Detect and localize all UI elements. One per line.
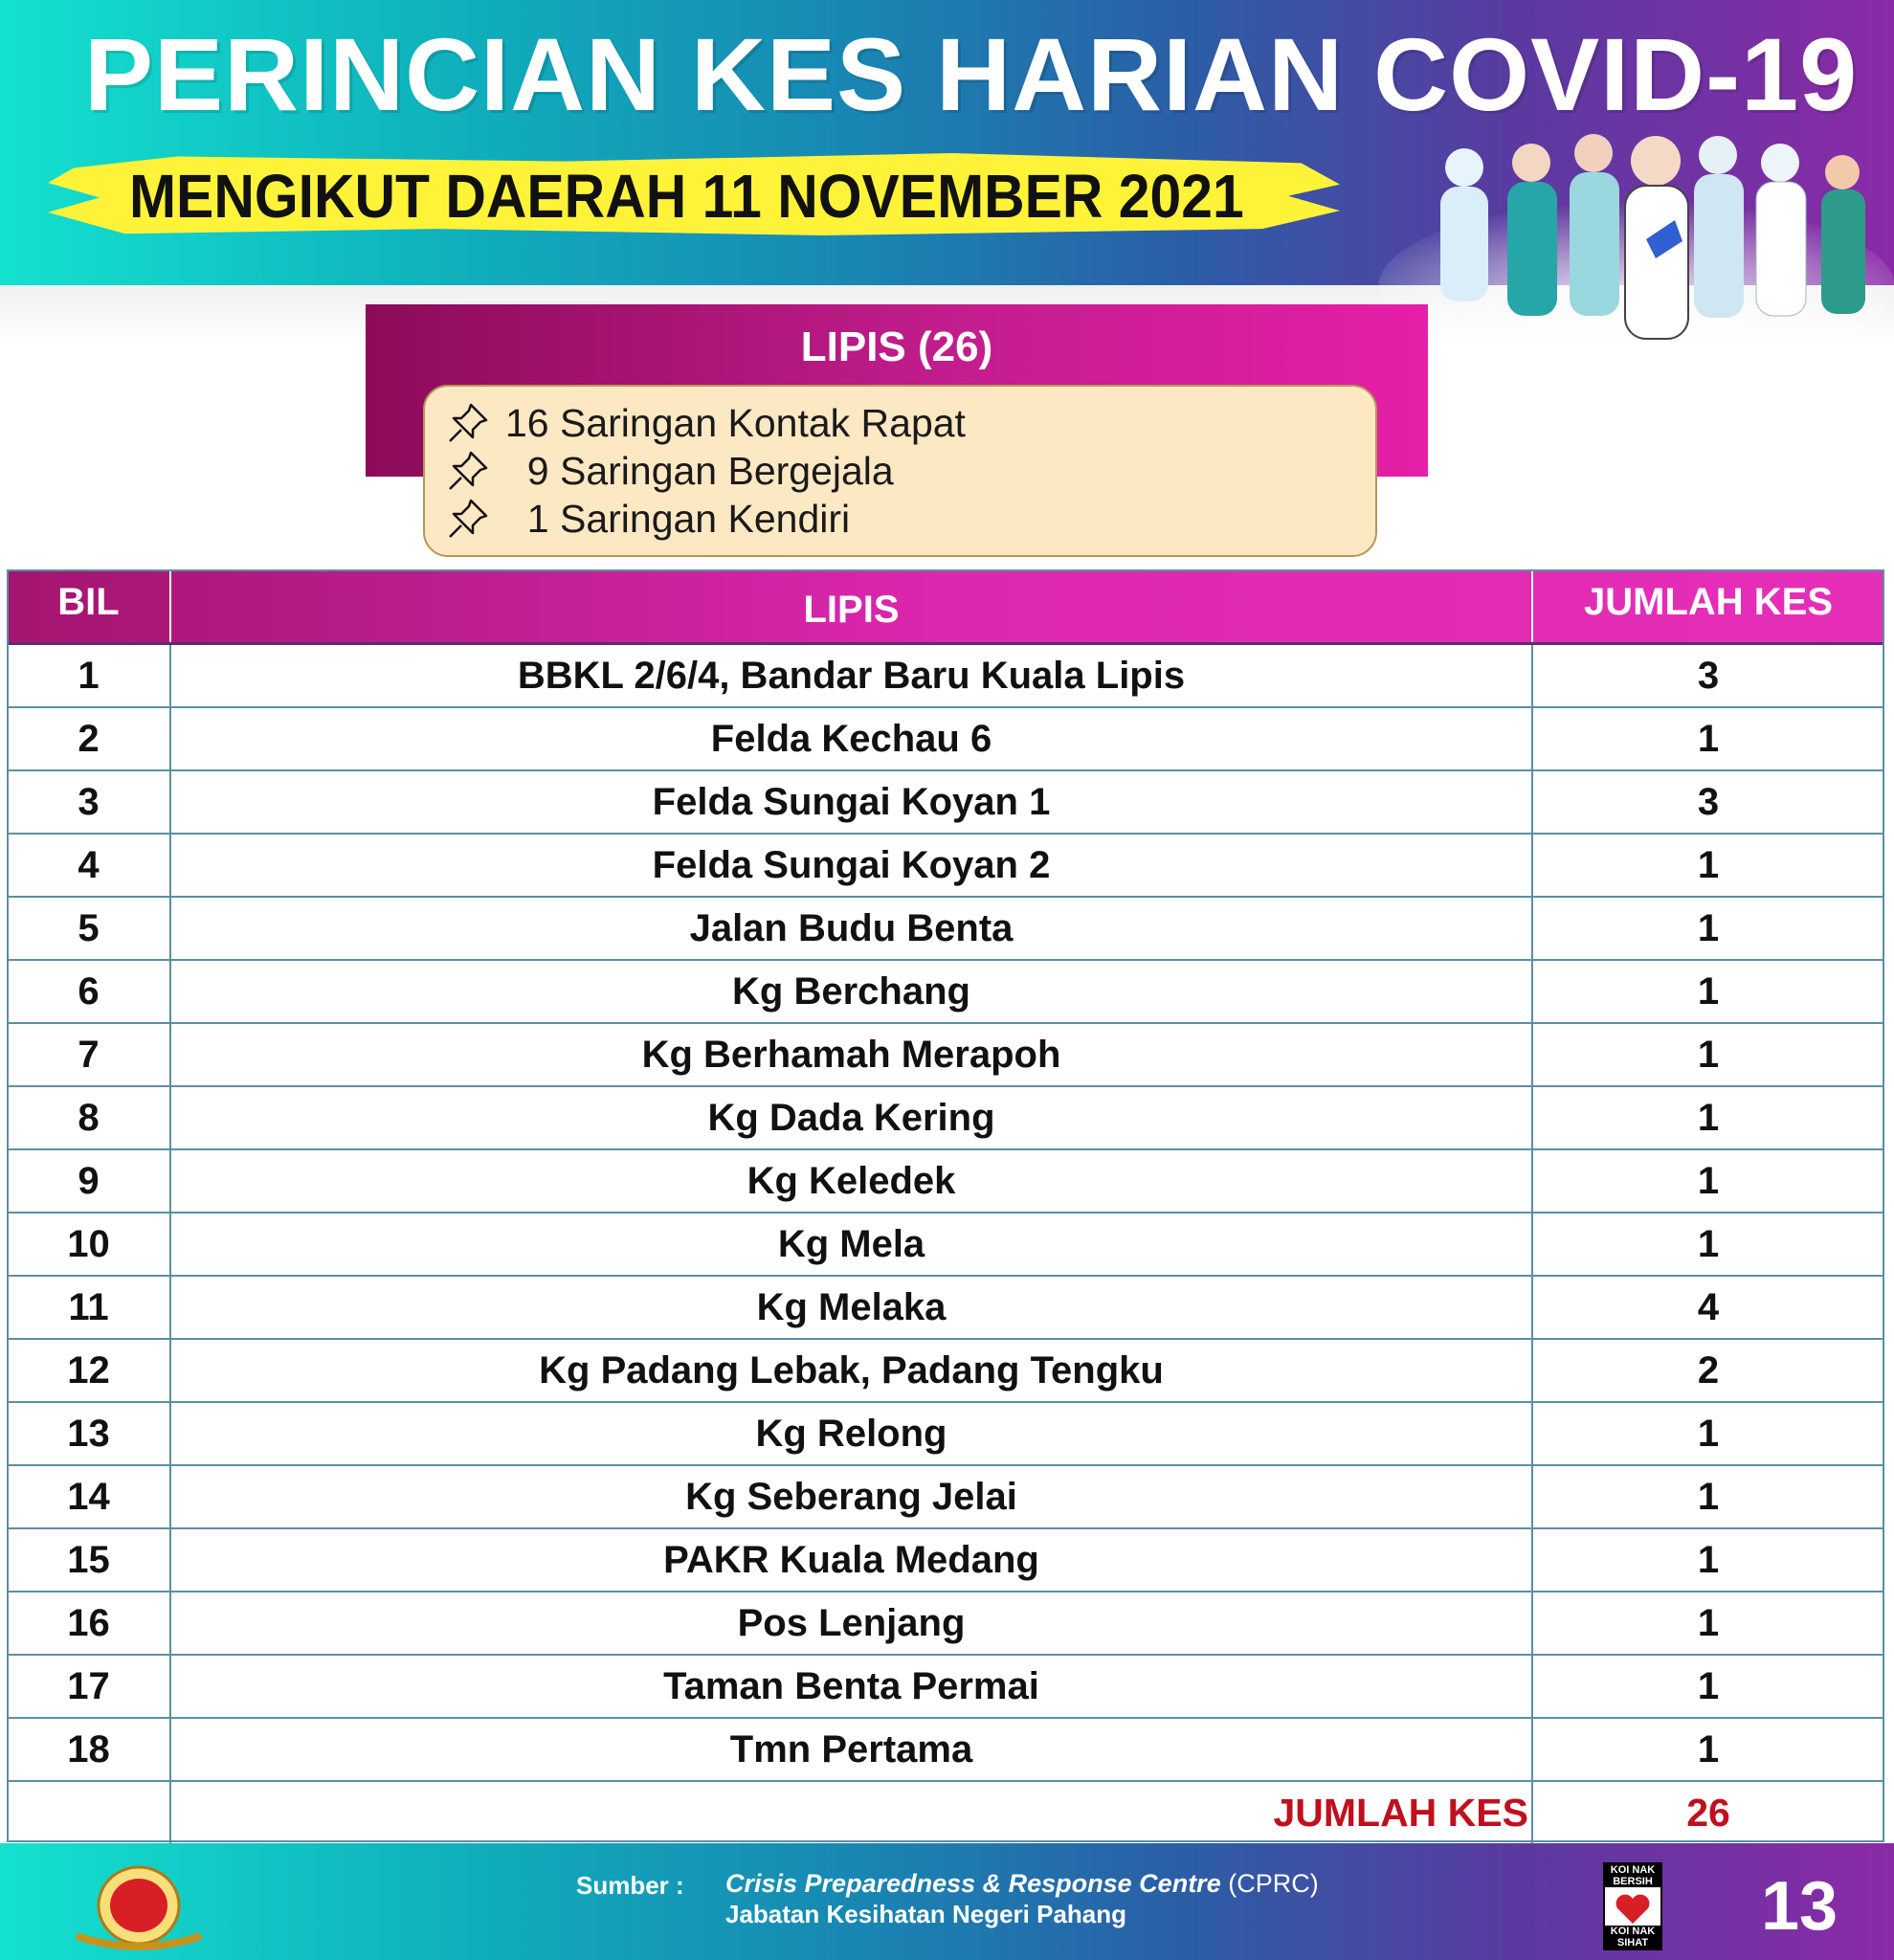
summary-text: 16 Saringan Kontak Rapat bbox=[505, 401, 966, 445]
row-number: 11 bbox=[68, 1285, 109, 1328]
column-divider bbox=[169, 645, 171, 706]
row-number: 6 bbox=[78, 969, 100, 1013]
jkn-logo bbox=[57, 1861, 220, 1952]
screening-summary bbox=[423, 385, 1377, 557]
row-location: Tmn Pertama bbox=[729, 1727, 973, 1771]
column-divider bbox=[169, 961, 171, 1022]
table-body bbox=[7, 645, 1884, 1845]
column-divider bbox=[169, 1403, 171, 1464]
column-divider bbox=[169, 1656, 171, 1717]
column-divider bbox=[1531, 771, 1533, 833]
pushpin-icon bbox=[444, 399, 492, 447]
table-row bbox=[7, 1403, 1884, 1466]
koi-nak-sihat-logo bbox=[1603, 1862, 1662, 1950]
column-divider bbox=[169, 898, 171, 959]
column-divider bbox=[169, 1529, 171, 1591]
row-location: Felda Sungai Koyan 1 bbox=[652, 780, 1051, 823]
row-location: Kg Mela bbox=[777, 1222, 925, 1265]
table-row bbox=[7, 645, 1884, 708]
row-location: Pos Lenjang bbox=[737, 1601, 966, 1644]
row-number: 8 bbox=[78, 1096, 100, 1139]
column-divider bbox=[1531, 961, 1533, 1022]
table-row bbox=[7, 1277, 1884, 1340]
pushpin-icon bbox=[444, 495, 492, 543]
column-divider bbox=[169, 835, 171, 896]
row-number: 5 bbox=[78, 906, 100, 949]
table-row bbox=[7, 1529, 1884, 1592]
pushpin-icon bbox=[444, 447, 492, 495]
page-number: 13 bbox=[1761, 1868, 1838, 1945]
column-divider bbox=[169, 1340, 171, 1401]
row-location: Kg Dada Kering bbox=[707, 1096, 995, 1139]
row-cases: 1 bbox=[1697, 717, 1720, 760]
column-header-bil: BIL bbox=[57, 580, 120, 623]
summary-text: 9 Saringan Bergejala bbox=[505, 449, 894, 493]
table-row bbox=[7, 771, 1884, 835]
total-value: 26 bbox=[1686, 1790, 1730, 1835]
koi-bottom-text: KOI NAK SIHAT bbox=[1605, 1926, 1660, 1949]
row-location: Kg Keledek bbox=[746, 1159, 956, 1202]
row-cases: 1 bbox=[1697, 1033, 1720, 1076]
column-divider bbox=[169, 1719, 171, 1780]
column-divider bbox=[1531, 1403, 1533, 1464]
column-divider bbox=[169, 1087, 171, 1148]
row-number: 4 bbox=[78, 843, 100, 886]
column-divider bbox=[169, 1024, 171, 1085]
column-divider bbox=[1531, 645, 1533, 706]
column-divider bbox=[1531, 708, 1533, 769]
column-divider bbox=[1531, 1466, 1533, 1527]
column-header-cases: JUMLAH KES bbox=[1583, 580, 1834, 623]
cases-table bbox=[7, 569, 1884, 1845]
row-number: 10 bbox=[67, 1222, 110, 1265]
row-location: Jalan Budu Benta bbox=[689, 906, 1014, 949]
total-row bbox=[7, 1782, 1884, 1845]
row-cases: 1 bbox=[1697, 1222, 1720, 1265]
total-label: JUMLAH KES bbox=[1273, 1790, 1528, 1835]
row-cases: 1 bbox=[1697, 1727, 1720, 1771]
column-divider bbox=[1531, 569, 1533, 642]
row-location: Kg Relong bbox=[755, 1412, 947, 1455]
row-cases: 1 bbox=[1697, 1159, 1720, 1202]
row-location: Kg Padang Lebak, Padang Tengku bbox=[539, 1348, 1164, 1392]
column-divider bbox=[1531, 1087, 1533, 1148]
table-row bbox=[7, 835, 1884, 898]
health-workers-illustration bbox=[1378, 124, 1894, 354]
row-location: Felda Sungai Koyan 2 bbox=[652, 843, 1051, 886]
row-number: 15 bbox=[67, 1538, 110, 1581]
column-divider bbox=[1531, 1024, 1533, 1085]
row-cases: 1 bbox=[1697, 1664, 1720, 1707]
row-cases: 1 bbox=[1697, 906, 1720, 949]
source-organization-abbr: (CPRC) bbox=[1220, 1869, 1319, 1898]
row-location: Kg Seberang Jelai bbox=[685, 1475, 1017, 1518]
column-divider bbox=[169, 1592, 171, 1654]
row-number: 17 bbox=[67, 1664, 110, 1707]
page-title: PERINCIAN KES HARIAN COVID-19 bbox=[84, 16, 1859, 132]
row-number: 16 bbox=[67, 1601, 110, 1644]
page-subtitle: MENGIKUT DAERAH 11 NOVEMBER 2021 bbox=[129, 162, 1244, 231]
row-number: 3 bbox=[78, 780, 100, 823]
table-row bbox=[7, 961, 1884, 1024]
row-cases: 1 bbox=[1697, 1601, 1720, 1644]
column-divider bbox=[1531, 1529, 1533, 1591]
summary-item bbox=[444, 399, 966, 447]
table-header bbox=[7, 569, 1884, 645]
source-label: Sumber : bbox=[576, 1871, 684, 1900]
row-cases: 4 bbox=[1697, 1285, 1720, 1328]
column-divider bbox=[169, 1214, 171, 1275]
source-organization-name: Crisis Preparedness & Response Centre bbox=[725, 1869, 1221, 1898]
row-cases: 1 bbox=[1697, 1475, 1720, 1518]
column-divider bbox=[169, 569, 171, 642]
table-row bbox=[7, 1024, 1884, 1087]
row-cases: 1 bbox=[1697, 1538, 1720, 1581]
heart-icon bbox=[1614, 1893, 1652, 1926]
table-row bbox=[7, 1087, 1884, 1150]
source-department: Jabatan Kesihatan Negeri Pahang bbox=[725, 1900, 1127, 1928]
row-location: Felda Kechau 6 bbox=[710, 717, 992, 760]
table-row bbox=[7, 1656, 1884, 1719]
row-number: 18 bbox=[67, 1727, 110, 1771]
summary-item bbox=[444, 495, 850, 543]
district-title: LIPIS (26) bbox=[800, 323, 993, 370]
table-row bbox=[7, 898, 1884, 961]
table-row bbox=[7, 1150, 1884, 1214]
row-number: 2 bbox=[78, 717, 100, 760]
table-row bbox=[7, 1340, 1884, 1403]
row-location: Kg Berchang bbox=[732, 969, 970, 1013]
row-number: 1 bbox=[78, 654, 100, 697]
column-divider bbox=[1531, 1150, 1533, 1212]
column-divider bbox=[169, 1466, 171, 1527]
table-row bbox=[7, 1592, 1884, 1656]
row-number: 13 bbox=[67, 1412, 110, 1455]
row-location: PAKR Kuala Medang bbox=[663, 1538, 1039, 1581]
row-cases: 2 bbox=[1697, 1348, 1720, 1392]
table-row bbox=[7, 708, 1884, 771]
column-divider bbox=[1531, 1782, 1533, 1843]
row-location: Taman Benta Permai bbox=[663, 1664, 1039, 1707]
row-cases: 1 bbox=[1697, 1096, 1720, 1139]
row-cases: 1 bbox=[1697, 1412, 1720, 1455]
row-cases: 3 bbox=[1697, 780, 1720, 823]
table-row bbox=[7, 1214, 1884, 1277]
column-divider bbox=[169, 1150, 171, 1212]
row-cases: 1 bbox=[1697, 969, 1720, 1013]
table-row bbox=[7, 1719, 1884, 1782]
row-number: 7 bbox=[78, 1033, 100, 1076]
column-divider bbox=[1531, 1656, 1533, 1717]
row-number: 14 bbox=[67, 1475, 110, 1518]
column-divider bbox=[1531, 1277, 1533, 1338]
row-cases: 1 bbox=[1697, 843, 1720, 886]
summary-text: 1 Saringan Kendiri bbox=[505, 497, 851, 541]
koi-top-text: KOI NAK BERSIH bbox=[1605, 1864, 1660, 1887]
column-divider bbox=[1531, 1340, 1533, 1401]
column-header-location: LIPIS bbox=[803, 588, 900, 631]
source-organization bbox=[725, 1869, 1319, 1899]
row-location: BBKL 2/6/4, Bandar Baru Kuala Lipis bbox=[517, 654, 1186, 697]
column-divider bbox=[1531, 1719, 1533, 1780]
row-location: Kg Melaka bbox=[756, 1285, 947, 1328]
row-number: 9 bbox=[78, 1159, 100, 1202]
column-divider bbox=[1531, 1214, 1533, 1275]
column-divider bbox=[169, 1782, 171, 1843]
column-divider bbox=[169, 1277, 171, 1338]
row-number: 12 bbox=[67, 1348, 110, 1392]
row-cases: 3 bbox=[1697, 654, 1720, 697]
table-row bbox=[7, 1466, 1884, 1529]
column-divider bbox=[1531, 898, 1533, 959]
column-divider bbox=[169, 771, 171, 833]
column-divider bbox=[169, 708, 171, 769]
summary-item bbox=[444, 447, 894, 495]
column-divider bbox=[1531, 835, 1533, 896]
row-location: Kg Berhamah Merapoh bbox=[641, 1033, 1061, 1076]
column-divider bbox=[1531, 1592, 1533, 1654]
